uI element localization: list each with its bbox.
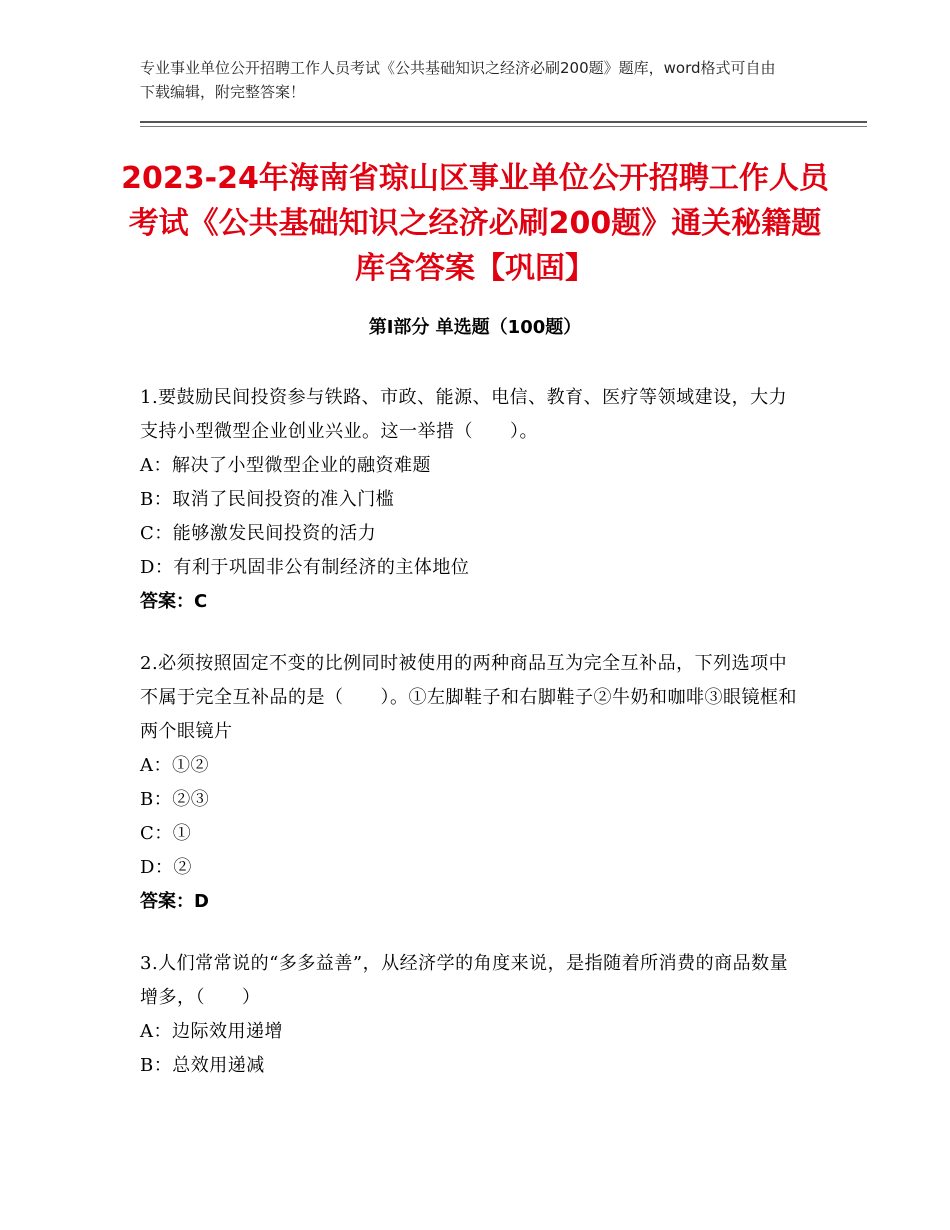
option-d: D：② (140, 857, 192, 878)
header-note: 专业事业单位公开招聘工作人员考试《公共基础知识之经济必刷200题》题库，word格式可自由下载编辑，附完整答案！ (140, 59, 776, 101)
question-item (140, 647, 800, 919)
option-c: C：① (140, 823, 192, 844)
document-title: 2023-24年海南省琼山区事业单位公开招聘工作人员考试《公共基础知识之经济必刷200题》通关秘籍题库含答案【巩固】 (121, 161, 829, 286)
option-b: B：取消了民间投资的准入门槛 (140, 489, 395, 510)
option-a: A：解决了小型微型企业的融资难题 (140, 455, 431, 476)
question-list (140, 381, 800, 1111)
question-stem: 3.人们常常说的“多多益善”，从经济学的角度来说，是指随着所消费的商品数量增多，（ ） (140, 953, 789, 1008)
option-a: A：①② (140, 755, 209, 776)
question-item (140, 947, 800, 1083)
question-stem: 1.要鼓励民间投资参与铁路、市政、能源、电信、教育、医疗等领域建设，大力支持小型微型企业创业兴业。这一举措（ ）。 (140, 387, 788, 442)
header-divider (140, 121, 867, 123)
section-heading: 第I部分 单选题（100题） (368, 317, 582, 338)
option-a: A：边际效用递增 (140, 1021, 283, 1042)
answer-line: 答案：C (140, 591, 208, 612)
question-item (140, 381, 800, 619)
answer-line: 答案：D (140, 891, 209, 912)
header-divider-thin (140, 126, 867, 127)
option-c: C：能够激发民间投资的活力 (140, 523, 377, 544)
option-d: D：有利于巩固非公有制经济的主体地位 (140, 557, 470, 578)
option-b: B：总效用递减 (140, 1055, 265, 1076)
question-stem: 2.必须按照固定不变的比例同时被使用的两种商品互为完全互补品，下列选项中不属于完全互补品的是（ ）。①左脚鞋子和右脚鞋子②牛奶和咖啡③眼镜框和两个眼镜片 (140, 653, 797, 742)
option-b: B：②③ (140, 789, 210, 810)
